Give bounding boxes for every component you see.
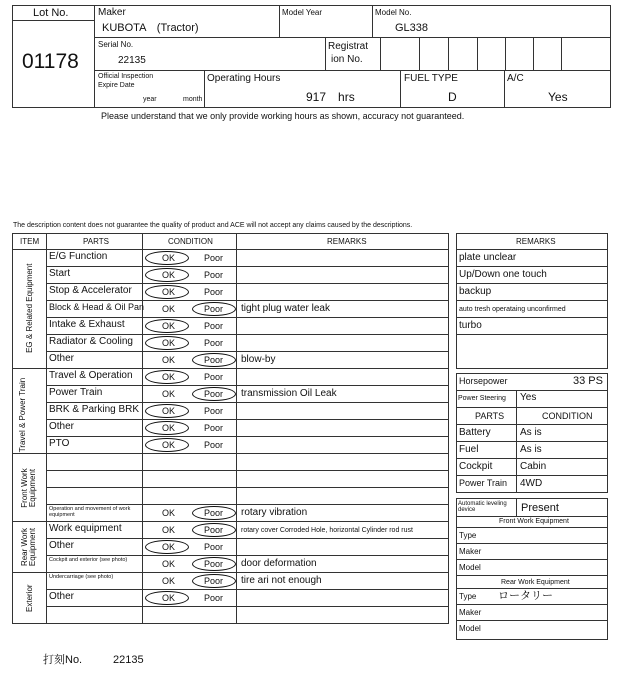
selected-condition-circle (145, 591, 189, 605)
row-part: Intake & Exhaust (49, 319, 125, 330)
front-work-title: Front Work Equipment (499, 518, 569, 525)
maker-value: KUBOTA (Tractor) (102, 22, 199, 34)
description-notice: The description content does not guarantee the quality of product and ACE will not accept any claims caused by the descriptions. (13, 222, 413, 229)
ok-option: OK (162, 525, 176, 535)
row-divider (46, 368, 449, 369)
auto-leveling-value: Present (521, 502, 559, 514)
row-part: Other (49, 421, 75, 432)
model-no-label: Model No. (375, 8, 412, 17)
selected-condition-circle (145, 421, 189, 435)
selected-condition-circle (192, 353, 236, 367)
remark-divider (456, 283, 608, 284)
fuel-value: D (448, 90, 457, 104)
row-divider (46, 436, 449, 437)
ok-option: OK (162, 559, 176, 569)
ok-option: OK (162, 389, 176, 399)
condition-part: Cockpit (459, 461, 493, 472)
rear-maker-label: Maker (459, 608, 482, 617)
ok-option: OK (162, 321, 176, 331)
row-part: Radiator & Cooling (49, 336, 133, 347)
condition-value: Cabin (520, 461, 547, 472)
right-remark-item: backup (459, 286, 492, 297)
row-divider (46, 453, 449, 454)
poor-option: Poor (204, 270, 224, 280)
stamp-value: 22135 (113, 654, 144, 666)
poor-option: Poor (204, 389, 224, 399)
model-no-value: GL338 (395, 22, 429, 34)
row-divider (46, 419, 449, 420)
serial-label: Serial No. (98, 40, 134, 49)
remark-divider (456, 334, 608, 335)
lot-label: Lot No. (33, 7, 69, 19)
ok-option: OK (162, 576, 176, 586)
section-label (21, 521, 39, 573)
condition-part: Fuel (459, 444, 479, 455)
right-remark-item: auto tresh operataing unconfirmed (459, 306, 566, 313)
poor-option: Poor (204, 406, 224, 416)
right-remark-item: turbo (459, 320, 482, 331)
row-divider (46, 606, 449, 607)
registration-label-line2: ion No. (331, 54, 363, 65)
row-part: Cockpit and exterior (see photo) (49, 557, 128, 563)
selected-condition-circle (145, 540, 189, 554)
section-label-text: Rear Work Equipment (20, 527, 38, 567)
selected-condition-circle (192, 302, 236, 316)
poor-option: Poor (204, 372, 224, 382)
poor-option: Poor (204, 559, 224, 569)
front-type-label: Type (459, 531, 477, 540)
row-divider (46, 266, 449, 267)
row-part: Undercarriage (see photo) (49, 574, 114, 580)
row-part: E/G Function (49, 251, 108, 262)
row-divider (46, 351, 449, 352)
col-remarks-header: REMARKS (327, 237, 367, 246)
remark-divider (456, 266, 608, 267)
poor-option: Poor (204, 321, 224, 331)
power-steering-label: Power Steering (458, 395, 506, 402)
selected-condition-circle (145, 336, 189, 350)
selected-condition-circle (145, 319, 189, 333)
row-remark: tire ari not enough (241, 575, 322, 586)
row-part: Power Train (49, 387, 103, 398)
month-label: month (183, 96, 203, 103)
ac-value: Yes (548, 90, 568, 104)
row-divider (46, 538, 449, 539)
poor-option: Poor (204, 423, 224, 433)
row-divider (46, 317, 449, 318)
row-remark: rotary cover Corroded Hole, horizontal Cylinder rod rust (241, 527, 413, 534)
ok-option: OK (162, 355, 176, 365)
row-remark: transmission Oil Leak (241, 388, 337, 399)
remark-divider (456, 317, 608, 318)
row-part: Other (49, 591, 75, 602)
ok-option: OK (162, 440, 176, 450)
inspection-label-line1: Official Inspection (98, 73, 154, 80)
inspection-label-line2: Expire Date (98, 82, 135, 89)
row-divider (46, 334, 449, 335)
poor-option: Poor (204, 355, 224, 365)
poor-option: Poor (204, 576, 224, 586)
row-part: Block & Head & Oil Pan (49, 302, 145, 312)
section-label-text: Front Work Equipment (20, 468, 38, 508)
ok-option: OK (162, 508, 176, 518)
right-remark-item: plate unclear (459, 252, 517, 263)
power-steering-value: Yes (520, 392, 537, 403)
condition-part: Battery (459, 427, 491, 438)
ok-option: OK (162, 338, 176, 348)
selected-condition-circle (145, 404, 189, 418)
row-divider (46, 402, 449, 403)
auto-leveling-label-text: Automatic leveling device (458, 501, 507, 514)
parts-header: PARTS (475, 411, 505, 421)
selected-condition-circle (145, 285, 189, 299)
section-label (19, 375, 37, 455)
poor-option: Poor (204, 593, 224, 603)
poor-option: Poor (204, 440, 224, 450)
row-part: PTO (49, 438, 70, 449)
row-divider (46, 572, 449, 573)
selected-condition-circle (192, 574, 236, 588)
poor-option: Poor (204, 287, 224, 297)
col-parts-header: PARTS (83, 237, 109, 246)
selected-condition-circle (145, 370, 189, 384)
registration-label-line1: Registrat (328, 41, 369, 52)
row-divider (46, 300, 449, 301)
condition-part: Power Train (459, 478, 508, 488)
row-remark: blow-by (241, 354, 276, 365)
selected-condition-circle (145, 268, 189, 282)
row-divider (46, 589, 449, 590)
hours-value: 917 hrs (306, 90, 355, 104)
ok-option: OK (162, 406, 176, 416)
row-part: Other (49, 353, 75, 364)
hours-label: Operating Hours (207, 73, 281, 84)
condition-value: As is (520, 427, 542, 438)
rear-type-label: Type (459, 592, 477, 601)
ok-option: OK (162, 372, 176, 382)
horsepower-value: 33 PS (573, 375, 603, 387)
row-divider (46, 470, 449, 471)
row-divider (46, 521, 449, 522)
poor-option: Poor (204, 525, 224, 535)
condition-header: CONDITION (542, 411, 593, 421)
ok-option: OK (162, 253, 176, 263)
ok-option: OK (162, 304, 176, 314)
row-divider (46, 283, 449, 284)
section-label (21, 455, 39, 521)
hours-notice: Please understand that we only provide working hours as shown, accuracy not guaranteed. (101, 111, 465, 121)
selected-condition-circle (145, 251, 189, 265)
rear-work-title: Rear Work Equipment (501, 579, 570, 586)
section-label: Exterior (24, 584, 34, 612)
poor-option: Poor (204, 508, 224, 518)
auto-leveling-label (458, 501, 514, 514)
row-part: Start (49, 268, 71, 279)
row-divider (46, 504, 449, 505)
lot-number: 01178 (22, 50, 79, 73)
row-divider (46, 487, 449, 488)
poor-option: Poor (204, 338, 224, 348)
row-part: Work equipment (49, 523, 122, 534)
selected-condition-circle (145, 438, 189, 452)
serial-value: 22135 (118, 55, 146, 66)
rear-type-value: ロータリー (498, 590, 553, 602)
maker-label: Maker (98, 7, 126, 18)
col-condition-header: CONDITION (168, 237, 213, 246)
rear-model-label: Model (459, 624, 481, 633)
horsepower-label: Horsepower (459, 376, 508, 386)
poor-option: Poor (204, 542, 224, 552)
row-part: Operation and movement of work equipment (49, 506, 131, 519)
row-part: BRK & Parking BRK (49, 404, 140, 415)
ok-option: OK (162, 270, 176, 280)
selected-condition-circle (192, 506, 236, 520)
col-item-header: ITEM (20, 237, 40, 246)
section-label-text: Travel & Power Train (18, 377, 27, 453)
remark-divider (456, 300, 608, 301)
poor-option: Poor (204, 253, 224, 263)
model-year-label: Model Year (282, 8, 323, 17)
selected-condition-circle (192, 523, 236, 537)
stamp-label: 打刻No. (43, 654, 83, 666)
section-label: EG & Related Equipment (24, 263, 34, 353)
condition-value: 4WD (520, 478, 543, 489)
row-remark: tight plug water leak (241, 303, 330, 314)
ok-option: OK (162, 287, 176, 297)
ok-option: OK (162, 593, 176, 603)
selected-condition-circle (192, 557, 236, 571)
row-divider (46, 555, 449, 556)
row-part: Travel & Operation (49, 370, 133, 381)
row-remark: door deformation (241, 558, 317, 569)
row-part: Stop & Accelerator (49, 285, 132, 296)
row-divider (46, 385, 449, 386)
row-part: Other (49, 540, 75, 551)
condition-value: As is (520, 444, 542, 455)
right-remarks-header: REMARKS (516, 237, 556, 246)
poor-option: Poor (204, 304, 224, 314)
ok-option: OK (162, 423, 176, 433)
front-model-label: Model (459, 563, 481, 572)
selected-condition-circle (192, 387, 236, 401)
ac-label: A/C (507, 73, 524, 84)
right-remark-item: Up/Down one touch (459, 269, 547, 280)
year-label: year (143, 96, 157, 103)
front-maker-label: Maker (459, 547, 482, 556)
fuel-label: FUEL TYPE (404, 73, 458, 84)
row-remark: rotary vibration (241, 507, 308, 518)
ok-option: OK (162, 542, 176, 552)
